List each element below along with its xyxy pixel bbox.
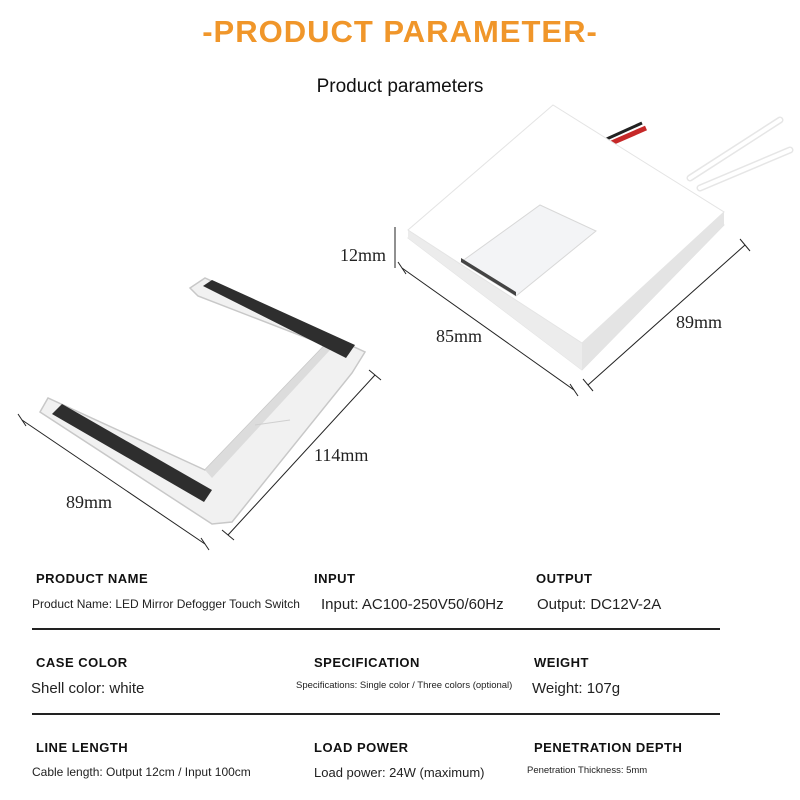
page-title: -PRODUCT PARAMETER- [202,14,598,49]
param-specification [314,655,420,670]
param-value: Weight: 107g [532,680,621,697]
param-product-name [36,571,148,586]
box-width-label: 85mm [436,326,483,346]
param-value: Load power: 24W (maximum) [314,765,485,780]
sensor-frame [40,278,365,524]
param-label: WEIGHT [534,655,589,670]
frame-length-label: 114mm [314,445,369,465]
param-penetration-depth [534,740,682,755]
param-label: LINE LENGTH [36,740,129,755]
param-value: Specifications: Single color / Three colors (optional) [296,680,513,691]
param-weight [534,655,589,670]
param-label: PENETRATION DEPTH [534,740,683,755]
param-output [536,571,592,586]
param-load-power [314,740,409,755]
param-label: LOAD POWER [314,740,409,755]
param-value: Penetration Thickness: 5mm [527,765,648,776]
param-label: CASE COLOR [36,655,128,670]
param-value: Input: AC100-250V50/60Hz [321,596,504,613]
param-value: Cable length: Output 12cm / Input 100cm [32,765,251,779]
param-case-color [36,655,128,670]
param-line-length [36,740,128,755]
param-input [314,571,356,586]
param-label: OUTPUT [536,571,593,586]
table-divider [32,628,720,630]
frame-width-label: 89mm [66,492,113,512]
param-value: Shell color: white [31,680,145,697]
param-value: Product Name: LED Mirror Defogger Touch Switch [32,597,300,611]
param-value: Output: DC12V-2A [537,596,662,613]
param-label: INPUT [314,571,356,586]
box-height-label: 12mm [340,245,387,265]
table-divider [32,713,720,715]
box-depth-label: 89mm [676,312,723,332]
param-label: PRODUCT NAME [36,571,149,586]
page-subtitle: Product parameters [316,76,484,97]
param-label: SPECIFICATION [314,655,420,670]
